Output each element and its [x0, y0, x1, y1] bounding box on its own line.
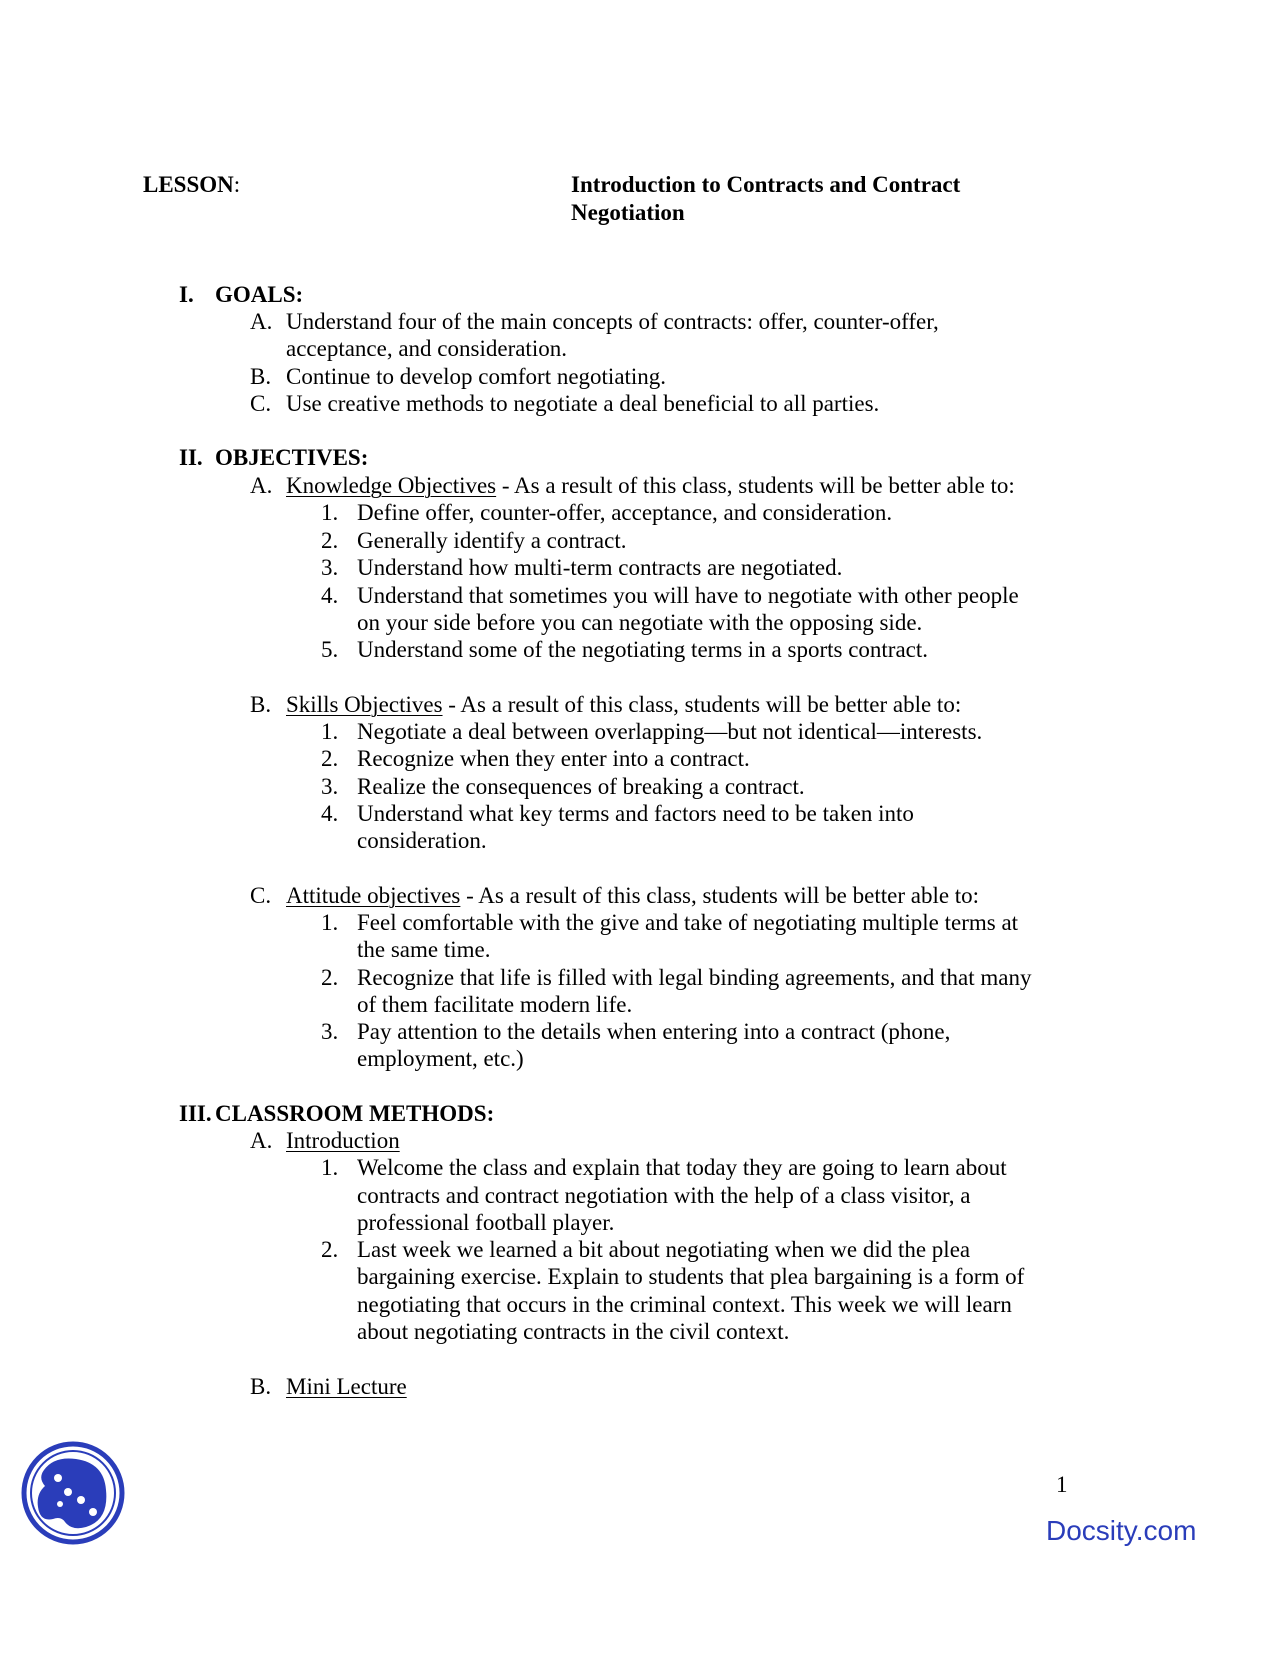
subsection-heading-introduction: Introduction: [286, 1128, 400, 1153]
goal-text-line: Continue to develop comfort negotiating.: [286, 364, 667, 389]
item-text-line: negotiating that occurs in the criminal context. This week we will learn: [357, 1292, 1012, 1317]
item-number: 3.: [321, 555, 339, 580]
subsection-heading-mini-lecture: Mini Lecture: [286, 1374, 407, 1399]
item-number: 2.: [321, 965, 339, 990]
docsity-logo-icon[interactable]: [20, 1440, 126, 1546]
item-text-line: Understand what key terms and factors need to be taken into: [357, 801, 914, 826]
lesson-label: LESSON:: [143, 172, 241, 197]
page-number: 1: [1056, 1472, 1068, 1497]
item-text-line: Recognize that life is filled with legal binding agreements, and that many: [357, 965, 1032, 990]
item-number: 2.: [321, 528, 339, 553]
item-number: 1.: [321, 910, 339, 935]
subsection-heading-attitude: Attitude objectives - As a result of this class, students will be better able to:: [286, 883, 980, 908]
item-number: 4.: [321, 583, 339, 608]
item-text-line: Define offer, counter-offer, acceptance, and consideration.: [357, 500, 893, 525]
item-text-line: bargaining exercise. Explain to students that plea bargaining is a form of: [357, 1264, 1025, 1289]
item-text-line: of them facilitate modern life.: [357, 992, 633, 1017]
item-text-line: Realize the consequences of breaking a contract.: [357, 774, 805, 799]
item-text-line: Understand how multi-term contracts are negotiated.: [357, 555, 843, 580]
item-number: 1.: [321, 1155, 339, 1180]
docsity-brand-link[interactable]: Docsity.com: [1046, 1515, 1197, 1546]
item-text-line: Last week we learned a bit about negotiating when we did the plea: [357, 1237, 971, 1262]
item-number: 4.: [321, 801, 339, 826]
item-number: 2.: [321, 1237, 339, 1262]
lesson-title-line-2: Negotiation: [571, 200, 685, 225]
item-text-line: Negotiate a deal between overlapping—but not identical—interests.: [357, 719, 983, 744]
list-marker: B.: [250, 692, 272, 717]
subsection-heading-knowledge: Knowledge Objectives - As a result of this class, students will be better able to:: [286, 473, 1015, 498]
list-marker: A.: [250, 309, 273, 334]
item-text-line: on your side before you can negotiate with the opposing side.: [357, 610, 923, 635]
item-text-line: Recognize when they enter into a contract.: [357, 746, 750, 771]
section-heading-objectives: OBJECTIVES:: [215, 445, 369, 470]
item-text-line: employment, etc.): [357, 1046, 524, 1071]
item-text-line: Feel comfortable with the give and take of negotiating multiple terms at: [357, 910, 1019, 935]
item-text-line: the same time.: [357, 937, 491, 962]
item-number: 3.: [321, 774, 339, 799]
list-marker: B.: [250, 364, 272, 389]
list-marker: A.: [250, 473, 273, 498]
item-text-line: contracts and contract negotiation with the help of a class visitor, a: [357, 1183, 971, 1208]
item-text-line: Understand that sometimes you will have to negotiate with other people: [357, 583, 1019, 608]
item-text-line: about negotiating contracts in the civil context.: [357, 1319, 790, 1344]
item-text-line: Understand some of the negotiating terms in a sports contract.: [357, 637, 929, 662]
section-heading-classroom-methods: CLASSROOM METHODS:: [215, 1101, 495, 1126]
section-numeral: III.: [179, 1101, 212, 1126]
goal-text-line: Use creative methods to negotiate a deal beneficial to all parties.: [286, 391, 880, 416]
list-marker: C.: [250, 391, 272, 416]
section-numeral: I.: [179, 282, 194, 307]
item-text-line: Pay attention to the details when entering into a contract (phone,: [357, 1019, 951, 1044]
section-heading-goals: GOALS:: [215, 282, 304, 307]
list-marker: A.: [250, 1128, 273, 1153]
item-text-line: Welcome the class and explain that today they are going to learn about: [357, 1155, 1007, 1180]
item-number: 5.: [321, 637, 339, 662]
item-number: 1.: [321, 719, 339, 744]
lesson-title-line-1: Introduction to Contracts and Contract: [571, 172, 961, 197]
list-marker: B.: [250, 1374, 272, 1399]
section-numeral: II.: [179, 445, 203, 470]
subsection-heading-skills: Skills Objectives - As a result of this class, students will be better able to:: [286, 692, 962, 717]
list-marker: C.: [250, 883, 272, 908]
item-number: 1.: [321, 500, 339, 525]
goal-text-line: acceptance, and consideration.: [286, 336, 567, 361]
item-text-line: consideration.: [357, 828, 487, 853]
item-text-line: professional football player.: [357, 1210, 615, 1235]
item-number: 3.: [321, 1019, 339, 1044]
goal-text-line: Understand four of the main concepts of contracts: offer, counter-offer,: [286, 309, 939, 334]
item-text-line: Generally identify a contract.: [357, 528, 627, 553]
item-number: 2.: [321, 746, 339, 771]
